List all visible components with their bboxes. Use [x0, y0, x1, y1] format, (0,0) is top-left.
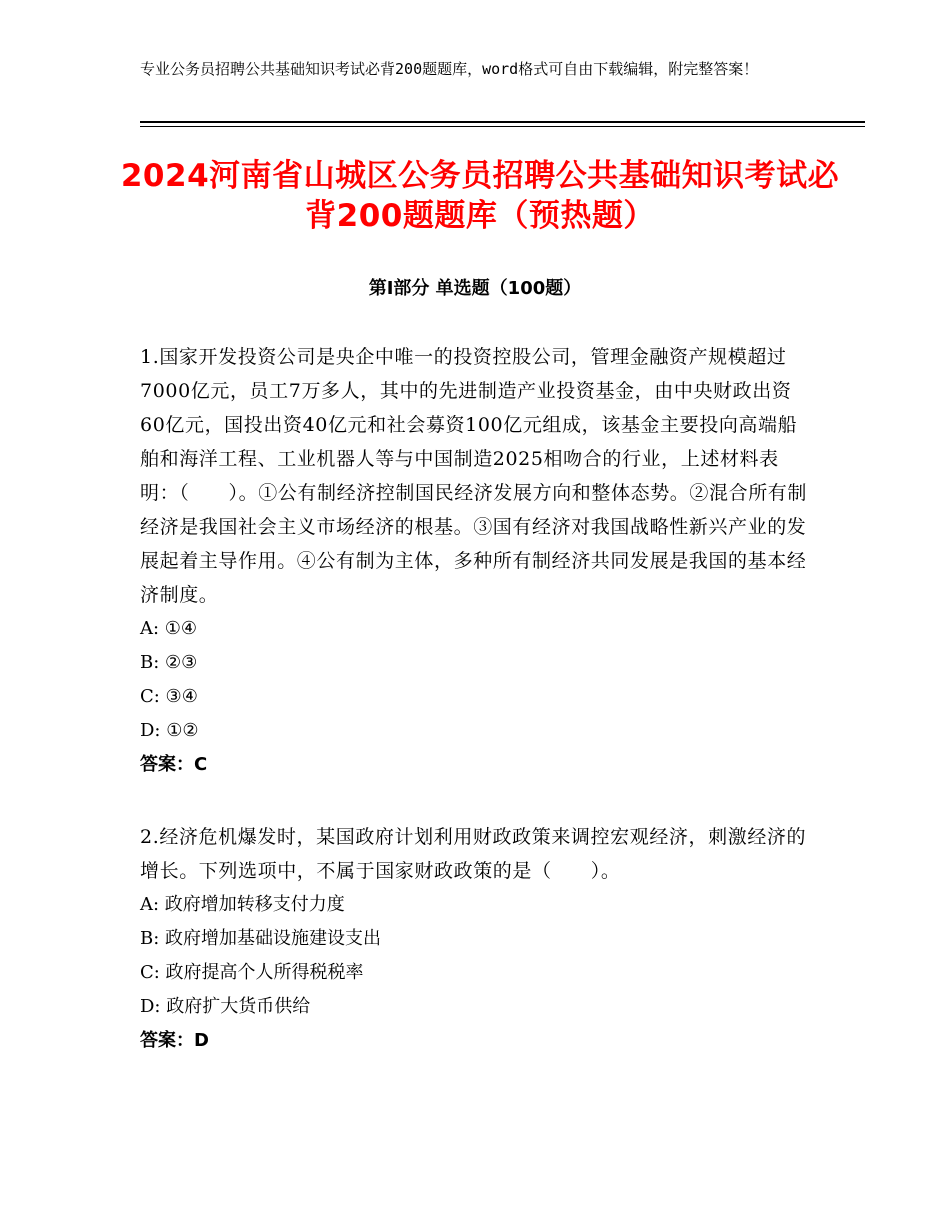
header-rule-thin	[140, 126, 865, 127]
question-stem: 2.经济危机爆发时，某国政府计划利用财政政策来调控宏观经济，刺激经济的增长。下列选项中，不属于国家财政政策的是（ ）。	[140, 826, 807, 882]
option-c: C: 政府提高个人所得税税率	[140, 962, 364, 983]
question-1	[140, 340, 812, 782]
question-2	[140, 820, 812, 1058]
option-b: B: 政府增加基础设施建设支出	[140, 928, 382, 949]
section-title: 第Ⅰ部分 单选题（100题）	[368, 278, 582, 299]
option-d: D: ①②	[140, 720, 199, 741]
question-stem: 1.国家开发投资公司是央企中唯一的投资控股公司，管理金融资产规模超过7000亿元，员工7万多人，其中的先进制造产业投资基金，由中央财政出资60亿元，国投出资40亿元和社会募资100亿元组成，该基金主要投向高端船舶和海洋工程、工业机器人等与中国制造2025相吻合的行业，上述材料表明：（ ）。①公有制经济控制国民经济发展方向和整体态势。②混合所有制经济是我国社会主义市场经济的根基。③国有经济对我国战略性新兴产业的发展起着主导作用。④公有制为主体，多种所有制经济共同发展是我国的基本经济制度。	[140, 346, 808, 606]
header-rule-thick	[140, 121, 865, 123]
answer: 答案：C	[140, 754, 208, 775]
option-a: A: 政府增加转移支付力度	[140, 894, 345, 915]
option-b: B: ②③	[140, 652, 198, 673]
header-note: 专业公务员招聘公共基础知识考试必背200题题库，word格式可自由下载编辑，附完整答案！	[140, 60, 759, 78]
answer: 答案：D	[140, 1030, 209, 1051]
option-c: C: ③④	[140, 686, 198, 707]
option-a: A: ①④	[140, 618, 198, 639]
option-d: D: 政府扩大货币供给	[140, 996, 311, 1017]
document-title: 2024河南省山城区公务员招聘公共基础知识考试必背200题题库（预热题）	[120, 158, 840, 234]
